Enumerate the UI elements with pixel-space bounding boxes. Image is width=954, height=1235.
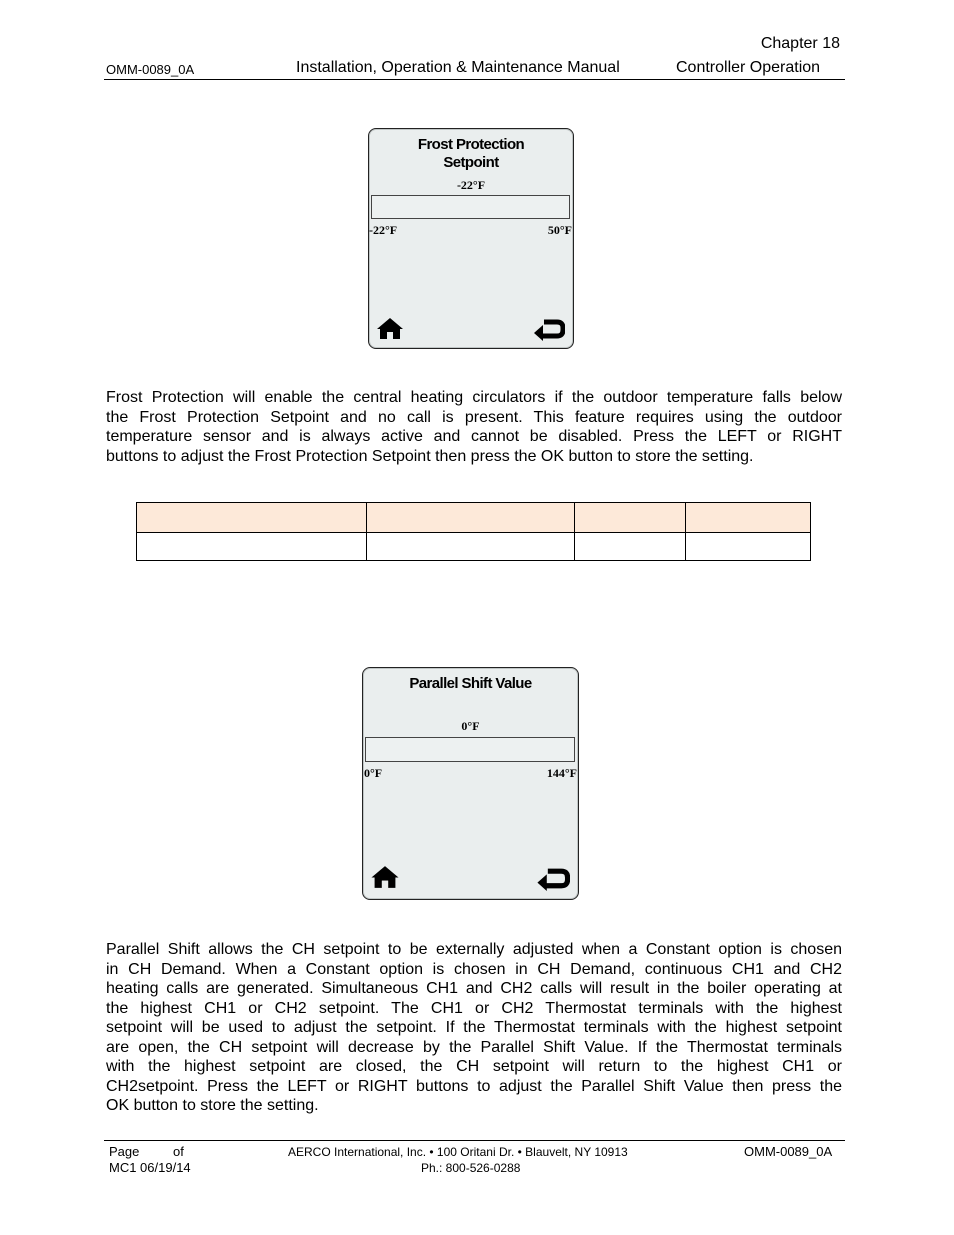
footer-revision: MC1 06/19/14 (109, 1160, 191, 1175)
table-header-cell (137, 503, 367, 533)
paragraph-line: setpoint will be used to adjust the setpoint. If the Thermostat terminals with the highest setpoint (106, 1019, 842, 1036)
paragraph-line: temperature sensor and is always active and cannot be disabled. Press the LEFT or RIGHT (106, 428, 842, 445)
table-cell (367, 533, 575, 561)
home-icon[interactable] (376, 316, 404, 341)
slider-max-label: 144°F (546, 766, 577, 780)
screen-title-line2: Setpoint (443, 154, 499, 171)
table-header-cell (575, 503, 686, 533)
section-title: Controller Operation (676, 59, 821, 76)
paragraph-line: heating calls are generated. Simultaneous CH1 and CH2 calls will result in the boiler operating at (106, 980, 842, 997)
return-arrow-icon[interactable] (532, 317, 565, 342)
screen-title-line1: Frost Protection (417, 136, 525, 153)
paragraph-line: Parallel Shift allows the CH setpoint to be externally adjusted when a Constant option is chosen (106, 941, 842, 958)
table-header-row (137, 503, 811, 533)
footer-of-label: of (173, 1144, 184, 1159)
table-header-cell (367, 503, 575, 533)
paragraph-line: in CH Demand. When a Constant option is chosen in CH Demand, continuous CH1 and CH2 (106, 960, 842, 978)
return-arrow-icon[interactable] (535, 866, 570, 892)
paragraph-line: Frost Protection will enable the central heating circulators if the outdoor temperature falls below (106, 389, 842, 406)
paragraph-line: are open, the CH setpoint will decrease by the Parallel Shift Value. If the Thermostat terminals (106, 1038, 842, 1056)
setpoint-slider[interactable] (371, 195, 570, 219)
frost-protection-description (106, 388, 842, 466)
slider-min-label: 0°F (364, 766, 383, 780)
home-icon[interactable] (370, 864, 400, 890)
paragraph-line: OK button to store the setting. (106, 1097, 319, 1114)
shift-value: 0°F (461, 719, 480, 733)
slider-min-label: -22°F (369, 223, 398, 237)
footer-phone: Ph.: 800-526-0288 (421, 1161, 521, 1175)
paragraph-line: buttons to adjust the Frost Protection Setpoint then press the OK button to store the setting. (106, 447, 754, 465)
screen-title: Parallel Shift Value (409, 675, 532, 692)
chapter-label: Chapter 18 (760, 35, 840, 52)
parallel-shift-description (106, 940, 842, 1116)
header-rule (104, 79, 845, 80)
footer-page-label: Page (109, 1144, 140, 1159)
table-cell (686, 533, 811, 561)
table-cell (575, 533, 686, 561)
paragraph-line: with the highest setpoint are closed, the CH setpoint will return to the highest CH1 or (106, 1058, 842, 1075)
paragraph-line: CH2setpoint. Press the LEFT or RIGHT buttons to adjust the Parallel Shift Value then press the (106, 1077, 842, 1095)
header-doc-id: OMM-0089_0A (106, 62, 195, 77)
footer-rule (104, 1140, 845, 1141)
setpoint-value: -22°F (456, 178, 486, 192)
table-row (137, 533, 811, 561)
table-cell (137, 533, 367, 561)
footer-doc-id: OMM-0089_0A (744, 1144, 833, 1159)
frost-protection-screen (368, 128, 574, 349)
manual-title: Installation, Operation & Maintenance Manual (296, 59, 620, 76)
table-header-cell (686, 503, 811, 533)
shift-slider[interactable] (365, 737, 575, 762)
paragraph-line: the highest CH1 or CH2 setpoint. The CH1 or CH2 Thermostat terminals with the highest (106, 999, 842, 1017)
footer-company-address: AERCO International, Inc. • 100 Oritani Dr. • Blauvelt, NY 10913 (288, 1145, 628, 1159)
paragraph-line: the Frost Protection Setpoint and no call is present. This feature requires using the outdoor (106, 408, 842, 426)
slider-max-label: 50°F (547, 223, 572, 237)
settings-table (136, 502, 811, 561)
parallel-shift-screen (362, 667, 579, 900)
